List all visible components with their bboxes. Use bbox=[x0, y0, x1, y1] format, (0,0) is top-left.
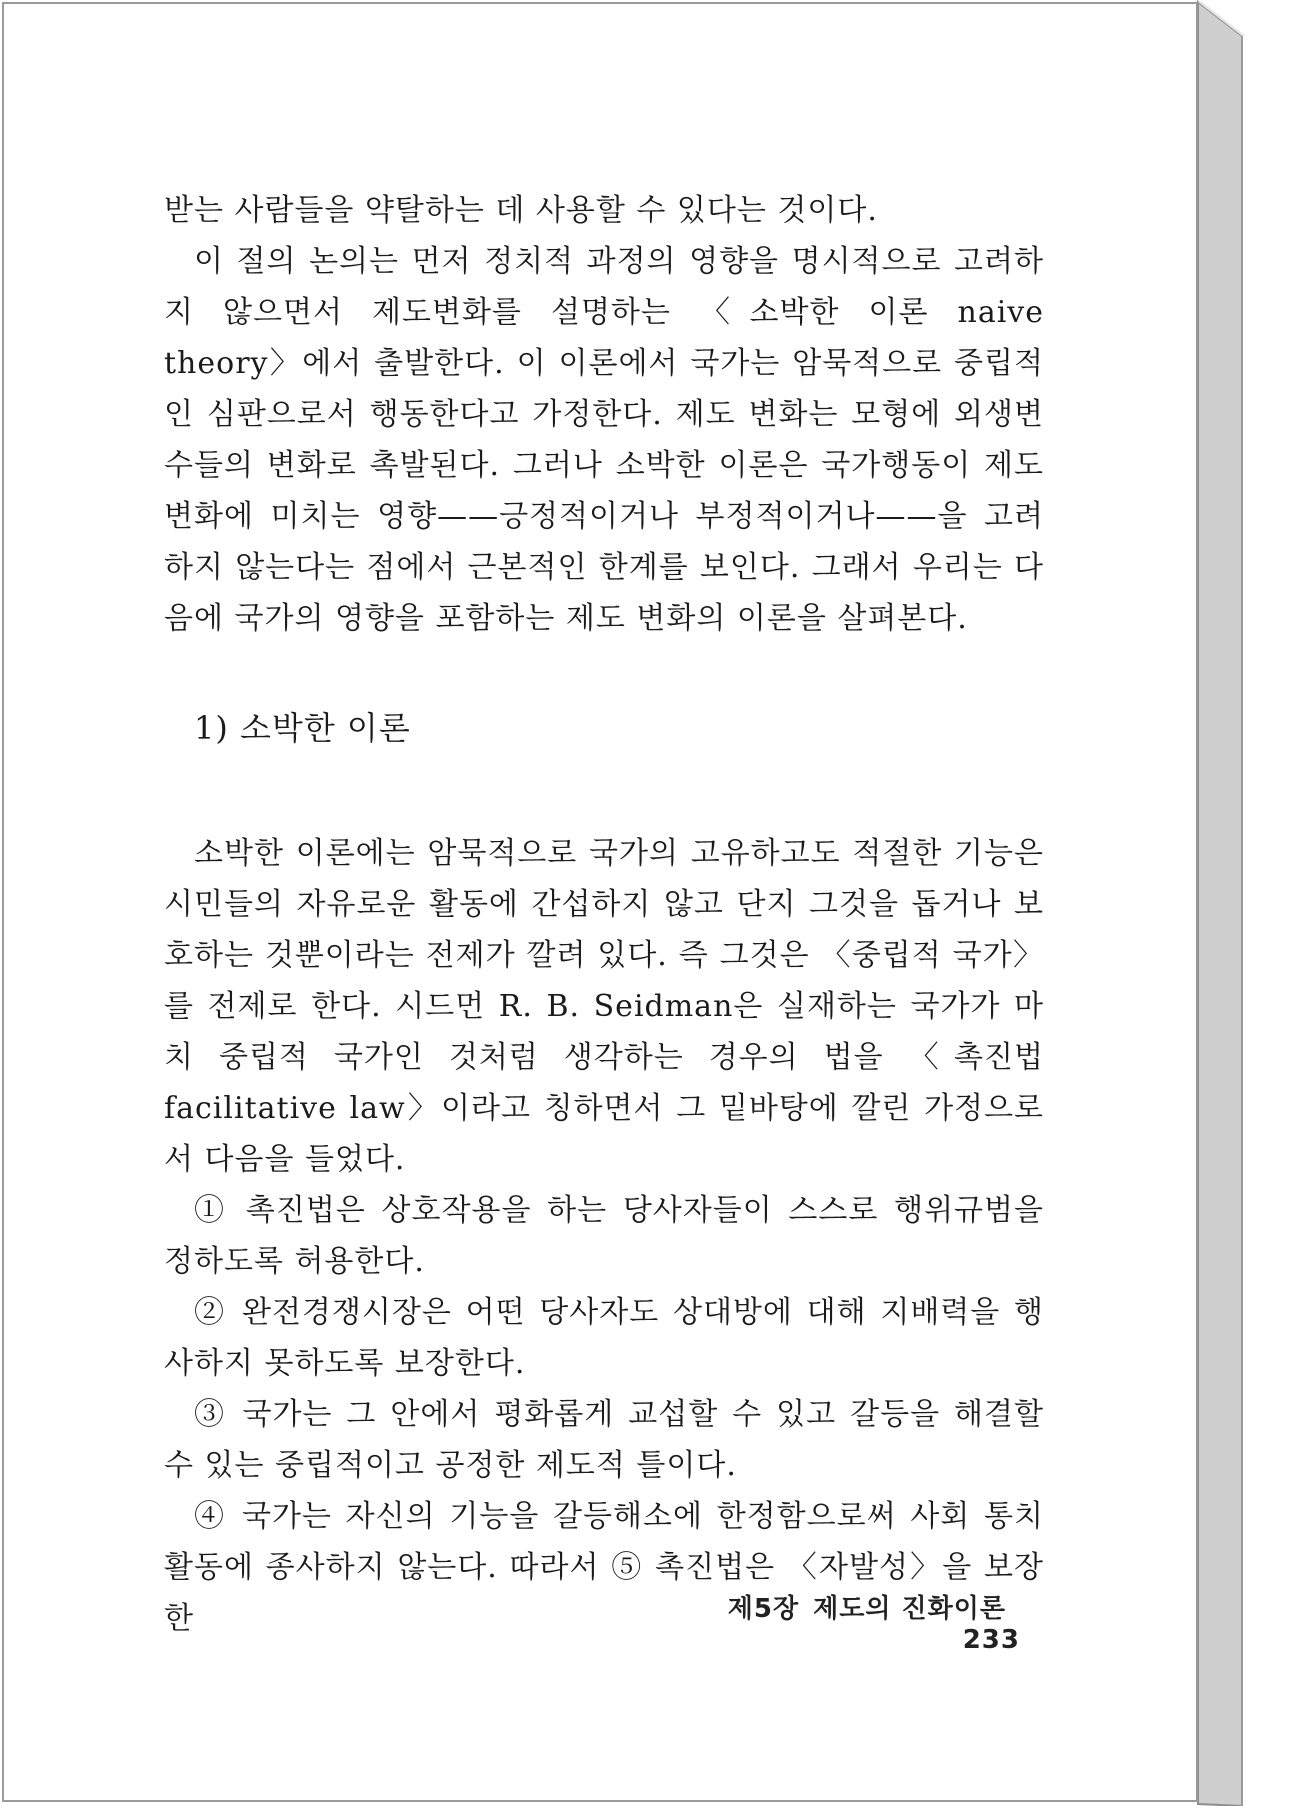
page-footer bbox=[700, 1588, 1020, 1655]
section-heading: 1) 소박한 이론 bbox=[194, 709, 411, 747]
page-number: 233 bbox=[962, 1625, 1020, 1655]
footer-chapter: 제5장 bbox=[727, 1594, 800, 1624]
page-body bbox=[164, 185, 1044, 1644]
paragraph-continuation: 받는 사람들을 약탈하는 데 사용할 수 있다는 것이다. bbox=[164, 193, 878, 228]
list-item: ① 촉진법은 상호작용을 하는 당사자들이 스스로 행위규범을 정하도록 허용한다. bbox=[164, 1193, 1044, 1279]
list-item: ② 완전경쟁시장은 어떤 당사자도 상대방에 대해 지배력을 행사하지 못하도록 보장한다. bbox=[164, 1295, 1044, 1381]
footer-chapter-title: 제도의 진화이론 bbox=[813, 1594, 1006, 1624]
section-paragraph: 소박한 이론에는 암묵적으로 국가의 고유하고도 적절한 기능은 시민들의 자유로운 활동에 간섭하지 않고 단지 그것을 돕거나 보호하는 것뿐이라는 전제가 깔려 있다. 즉 그것은 〈중립적 국가〉를 전제로 한다. 시드먼 R. B. Seidman은 실재하는 국가가 마치 중립적 국가인 것처럼 생각하는 경우의 법을 〈촉진법 facilitative law〉이라고 칭하면서 그 밑바탕에 깔린 가정으로서 다음을 들었다. bbox=[164, 836, 1044, 1177]
paragraph-intro: 이 절의 논의는 먼저 정치적 과정의 영향을 명시적으로 고려하지 않으면서 제도변화를 설명하는 〈소박한 이론 naive theory〉에서 출발한다. 이 이론에서 국가는 암묵적으로 중립적인 심판으로서 행동한다고 가정한다. 제도 변화는 모형에 외생변수들의 변화로 촉발된다. 그러나 소박한 이론은 국가행동이 제도 변화에 미치는 영향——긍정적이거나 부정적이거나——을 고려하지 않는다는 점에서 근본적인 한계를 보인다. 그래서 우리는 다음에 국가의 영향을 포함하는 제도 변화의 이론을 살펴본다. bbox=[164, 244, 1044, 636]
list-item: ④ 국가는 자신의 기능을 갈등해소에 한정함으로써 사회 통치 활동에 종사하지 않는다. 따라서 ⑤ 촉진법은 〈자발성〉을 보장한 bbox=[164, 1499, 1044, 1636]
list-item: ③ 국가는 그 안에서 평화롭게 교섭할 수 있고 갈등을 해결할 수 있는 중립적이고 공정한 제도적 틀이다. bbox=[164, 1397, 1044, 1483]
